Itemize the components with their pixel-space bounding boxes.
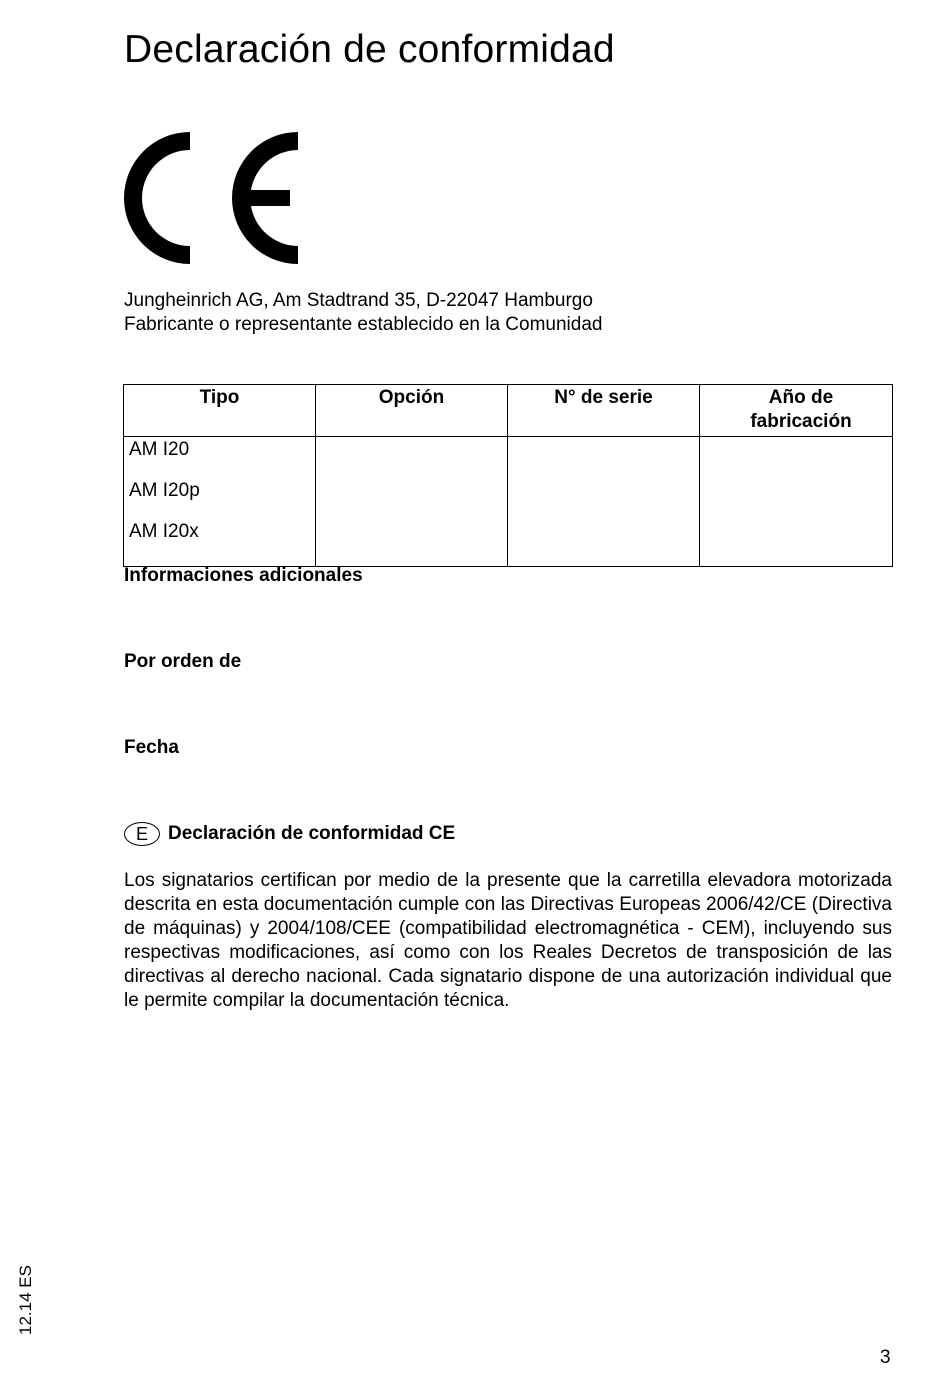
table-row (124, 437, 893, 567)
column-header-serial-number: N° de serie (508, 385, 700, 437)
by-order-of-label: Por orden de (124, 651, 242, 672)
country-code-badge: E (124, 822, 160, 846)
table-header-row (124, 385, 893, 437)
column-header-type: Tipo (124, 385, 316, 437)
address-line-role: Fabricante o representante establecido en la Comunidad (124, 314, 603, 335)
model-item: AM I20x (129, 521, 199, 542)
model-item: AM I20p (129, 480, 200, 501)
model-list-cell (124, 437, 316, 567)
option-cell (316, 437, 508, 567)
ce-declaration-title: Declaración de conformidad CE (168, 823, 456, 844)
additional-info-label: Informaciones adicionales (124, 565, 363, 586)
manufacturer-address (124, 289, 602, 337)
declaration-body-text: Los signatarios certifican por medio de la presente que la carretilla elevadora motorizada descrita en esta documentación cumple con las Directivas Europeas 2006/42/CE (Directiva de máquinas) y 2004/108/CEE (compatibilidad electromagnética - CEM), incluyendo sus respectivas modificaciones, así como con los Reales Decretos de transposición de las directivas al derecho nacional. Cada signatario dispone de una autorización individual que le permite compilar la documentación técnica. (124, 870, 892, 1011)
year-cell (700, 437, 893, 567)
document-code: 12.14 ES (16, 1265, 35, 1335)
model-item: AM I20 (129, 439, 190, 460)
date-label: Fecha (124, 737, 179, 758)
serial-number-cell (508, 437, 700, 567)
address-line-company: Jungheinrich AG, Am Stadtrand 35, D-22047 Hamburgo (124, 290, 593, 311)
column-header-year: Año de fabricación (700, 385, 893, 437)
column-header-option: Opción (316, 385, 508, 437)
ce-declaration-heading (124, 822, 455, 846)
ce-mark-logo (122, 128, 304, 268)
model-table (123, 384, 893, 567)
page-title: Declaración de conformidad (124, 28, 615, 71)
page-number: 3 (880, 1347, 891, 1368)
